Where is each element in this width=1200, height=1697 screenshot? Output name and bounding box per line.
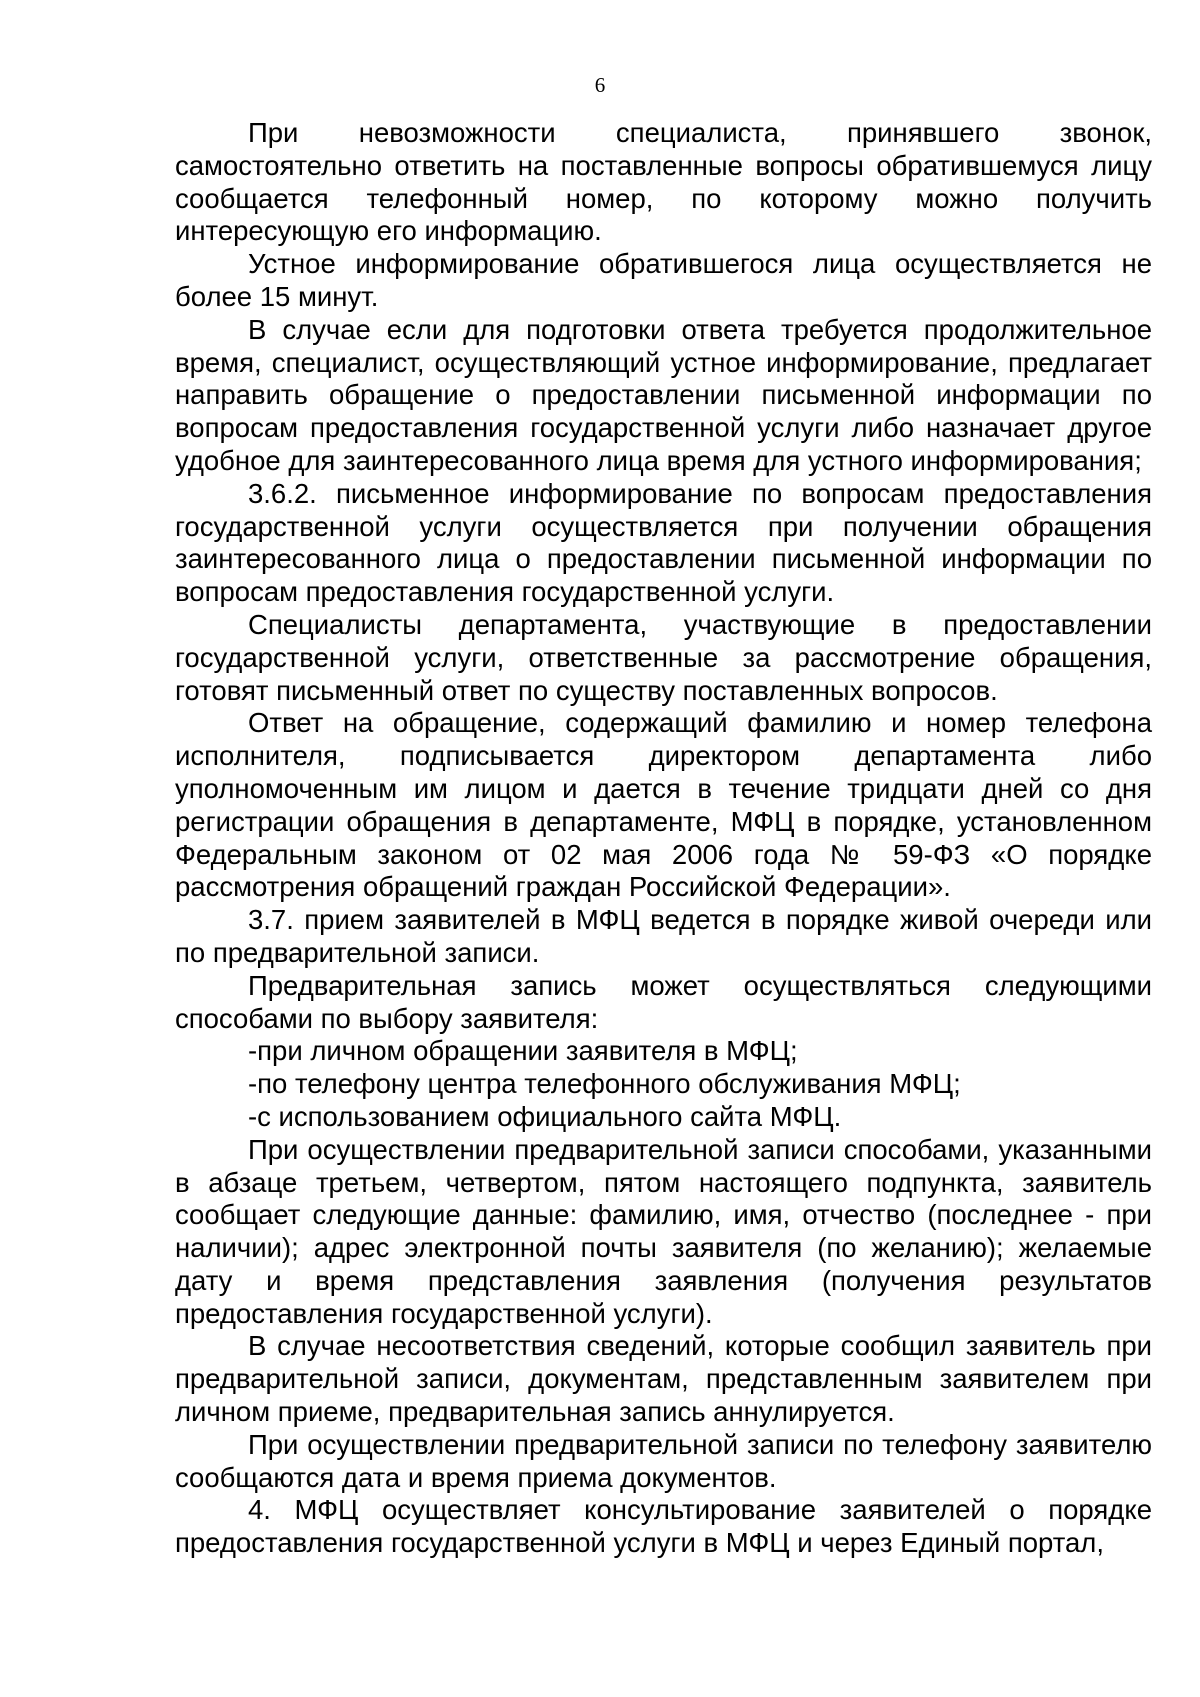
paragraph: При осуществлении предварительной записи по телефону заявителю сообщаются дата и время приема документов. [175, 1428, 1152, 1493]
paragraph: В случае если для подготовки ответа требуется продолжительное время, специалист, осуществляющий устное информирование, предлагает направить обращение о предоставлении письменной информации по вопросам предоставления государственной услуги либо назначает другое удобное для заинтересованного лица время для устного информирования; [175, 313, 1152, 476]
paragraph: При невозможности специалиста, принявшего звонок, самостоятельно ответить на поставленные вопросы обратившемуся лицу сообщается телефонный номер, по которому можно получить интересующую его информацию. [175, 117, 1152, 247]
paragraph: 4. МФЦ осуществляет консультирование заявителей о порядке предоставления государственной услуги в МФЦ и через Единый портал, [175, 1494, 1152, 1559]
paragraph: При осуществлении предварительной записи способами, указанными в абзаце третьем, четвертом, пятом настоящего подпункта, заявитель сообщает следующие данные: фамилию, имя, отчество (последнее - при наличии); адрес электронной почты заявителя (по желанию); желаемые дату и время представления заявления (получения результатов предоставления государственной услуги). [175, 1133, 1152, 1329]
paragraph: Ответ на обращение, содержащий фамилию и номер телефона исполнителя, подписывается директором департамента либо уполномоченным им лицом и дается в течение тридцати дней со дня регистрации обращения в департаменте, МФЦ в порядке, установленном Федеральным законом от 02 мая 2006 года № 59-ФЗ «О порядке рассмотрения обращений граждан Российской Федерации». [175, 707, 1152, 903]
list-item: -с использованием официального сайта МФЦ. [248, 1100, 842, 1132]
paragraph: 3.6.2. письменное информирование по вопросам предоставления государственной услуги осуществляется при получении обращения заинтересованного лица о предоставлении письменной информации по вопросам предоставления государственной услуги. [175, 477, 1152, 608]
paragraph: Предварительная запись может осуществляться следующими способами по выбору заявителя: [175, 969, 1152, 1034]
list-item: -при личном обращении заявителя в МФЦ; [248, 1035, 798, 1067]
paragraph: В случае несоответствия сведений, которые сообщил заявитель при предварительной записи, документам, представленным заявителем при личном приеме, предварительная запись аннулируется. [175, 1330, 1152, 1428]
page-number: 6 [594, 73, 606, 97]
paragraph: Специалисты департамента, участвующие в предоставлении государственной услуги, ответственные за рассмотрение обращения, готовят письменный ответ по существу поставленных вопросов. [175, 608, 1152, 706]
paragraph: Устное информирование обратившегося лица осуществляется не более 15 минут. [175, 248, 1152, 312]
list-item: -по телефону центра телефонного обслуживания МФЦ; [248, 1068, 961, 1100]
paragraph: 3.7. прием заявителей в МФЦ ведется в порядке живой очереди или по предварительной записи. [175, 904, 1152, 968]
document-body [175, 117, 1152, 1560]
